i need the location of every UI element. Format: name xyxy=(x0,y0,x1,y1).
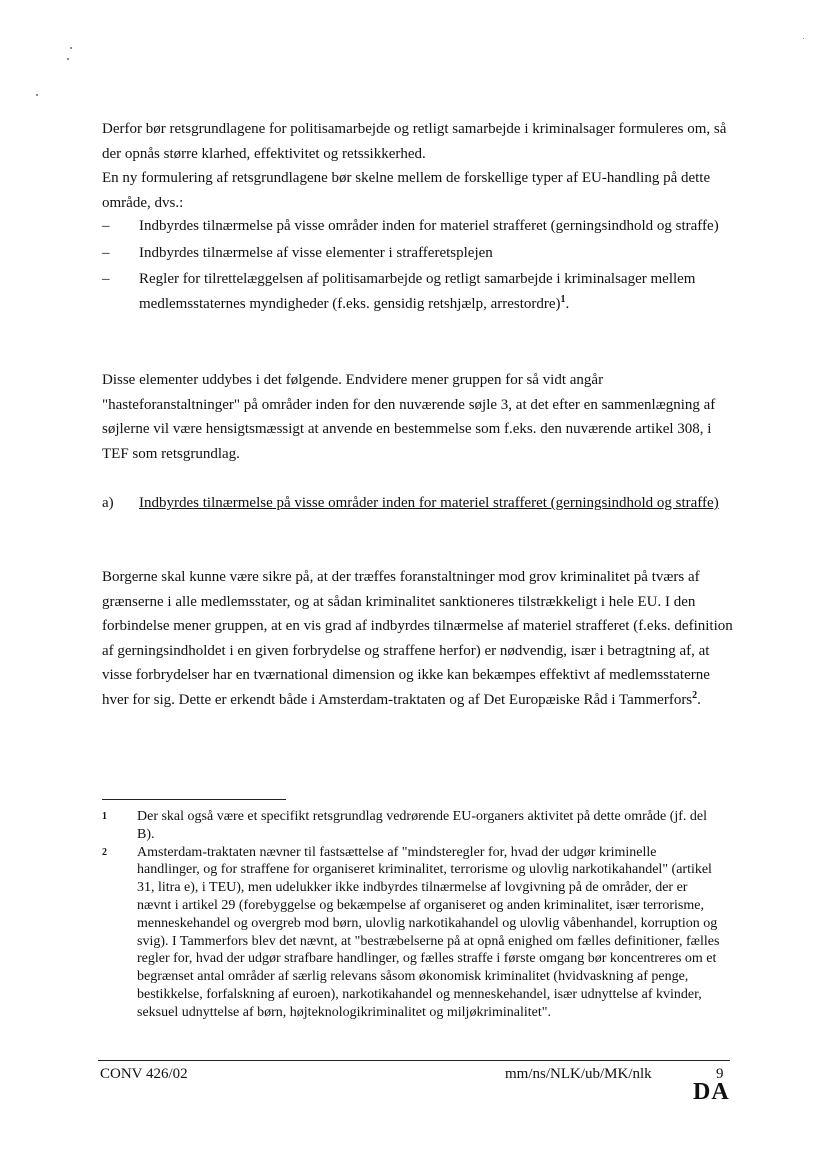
page-number: 9 xyxy=(716,1066,724,1082)
scan-speck xyxy=(70,47,72,49)
footnote-ref[interactable]: 2 xyxy=(692,689,698,701)
footnote xyxy=(102,808,722,844)
list-item-text: Indbyrdes tilnærmelse på visse områder inden for materiel strafferet (gerningsindhold og straffe) xyxy=(139,218,719,234)
footnote-ref[interactable]: 1 xyxy=(560,293,566,305)
scan-speck xyxy=(67,58,69,60)
list-item-text: Regler for tilrettelæggelsen af politisamarbejde og retligt samarbejde i kriminalsager mellem medlemsstaternes myndigheder (f.eks. gensidig retshjælp, arrestordre) xyxy=(139,271,696,312)
section-title: Indbyrdes tilnærmelse på visse områder inden for materiel strafferet (gerningsindhold og straffe) xyxy=(139,495,719,511)
bullet-dash: – xyxy=(102,244,110,261)
footnote-separator xyxy=(102,799,286,800)
list-item-text: Indbyrdes tilnærmelse af visse elementer i strafferetsplejen xyxy=(139,244,493,261)
section-label: a) xyxy=(102,495,114,511)
section-heading xyxy=(102,491,734,516)
list-item xyxy=(102,267,734,316)
footnote-number: 1 xyxy=(102,811,107,822)
paragraph-3: Disse elementer uddybes i det følgende. Endvidere mener gruppen for så vidt angår "hasteforanstaltninger" på områder inden for den nuværende søjle 3, at det efter en sammenlægning af søjlerne vil være hensigtsmæssigt at anvende en bestemmelse som f.eks. den nuværende artikel 308, i TEF som retsgrundlag. xyxy=(102,372,716,462)
bullet-dash: – xyxy=(102,271,110,287)
scan-speck xyxy=(36,94,38,96)
bullet-list xyxy=(102,214,734,318)
paragraph-2: En ny formulering af retsgrundlagene bør skelne mellem de forskellige typer af EU-handling på dette område, dvs.: xyxy=(102,170,711,211)
document-reference: CONV 426/02 xyxy=(100,1066,188,1082)
footnote xyxy=(102,844,722,1022)
list-item xyxy=(102,214,734,239)
footnotes xyxy=(102,808,722,1022)
footer-rule xyxy=(98,1060,730,1061)
footnote-text: Der skal også være et specifikt retsgrundlag vedrørende EU-organers aktivitet på dette område (jf. del B). xyxy=(137,809,708,842)
list-item xyxy=(102,241,734,266)
paragraph-1: Derfor bør retsgrundlagene for politisamarbejde og retligt samarbejde i kriminalsager formuleres om, så der opnås større klarhed, effektivitet og retssikkerhed. xyxy=(102,121,727,162)
scan-speck xyxy=(803,38,804,39)
author-initials: mm/ns/NLK/ub/MK/nlk xyxy=(505,1066,652,1082)
language-code: DA xyxy=(693,1079,730,1105)
paragraph-4 xyxy=(102,565,734,712)
sentence-end: . xyxy=(565,295,570,312)
bullet-dash: – xyxy=(102,218,110,234)
sentence-end: . xyxy=(697,691,701,708)
paragraph-4-text: Borgerne skal kunne være sikre på, at der træffes foranstaltninger mod grov kriminalitet på tværs af grænserne i alle medlemsstater, og at sådan kriminalitet sanktioneres tilstrækkeligt i hele EU. I den forbindelse mener gruppen, at en vis grad af indbyrdes tilnærmelse af materiel strafferet (f.eks. definition af gerningsindholdet i en given forbrydelse og straffene herfor) er nødvendig, især i betragtning af, at visse forbrydelser har en tværnational dimension og ikke kan bekæmpes effektivt af medlemsstaterne hver for sig. Dette er erkendt både i Amsterdam-traktaten og af Det Europæiske Råd i Tammerfors xyxy=(102,569,733,708)
footnote-text: Amsterdam-traktaten nævner til fastsættelse af "mindsteregler for, hvad der udgør kriminelle handlinger, og for straffene for organiseret kriminalitet, terrorisme og ulovlig narkotikahandel" (artikel 31, litra e), i TEU), men udelukker ikke indbyrdes tilnærmelse af lovgivning på de områder, der er nævnt i artikel 29 (forebyggelse og bekæmpelse af organiseret og anden kriminalitet, især terrorisme, menneskehandel og overgreb mod børn, ulovlig narkotikahandel og ulovlig våbenhandel, korruption og svig). I Tammerfors blev det nævnt, at "bestræbelserne på at opnå enighed om fælles definitioner, fælles regler for, hvad der udgør strafbare handlinger, og fælles straffe i første omgang bør koncentreres om et begrænset antal områder af særlig relevans såsom økonomisk kriminalitet (hvidvaskning af penge, bestikkelse, forfalskning af euroen), narkotikahandel og menneskehandel, især udnyttelse af kvinder, seksuel udnyttelse af børn, højteknologikriminalitet og miljøkriminalitet". xyxy=(137,844,720,1020)
footnote-number: 2 xyxy=(102,846,107,858)
